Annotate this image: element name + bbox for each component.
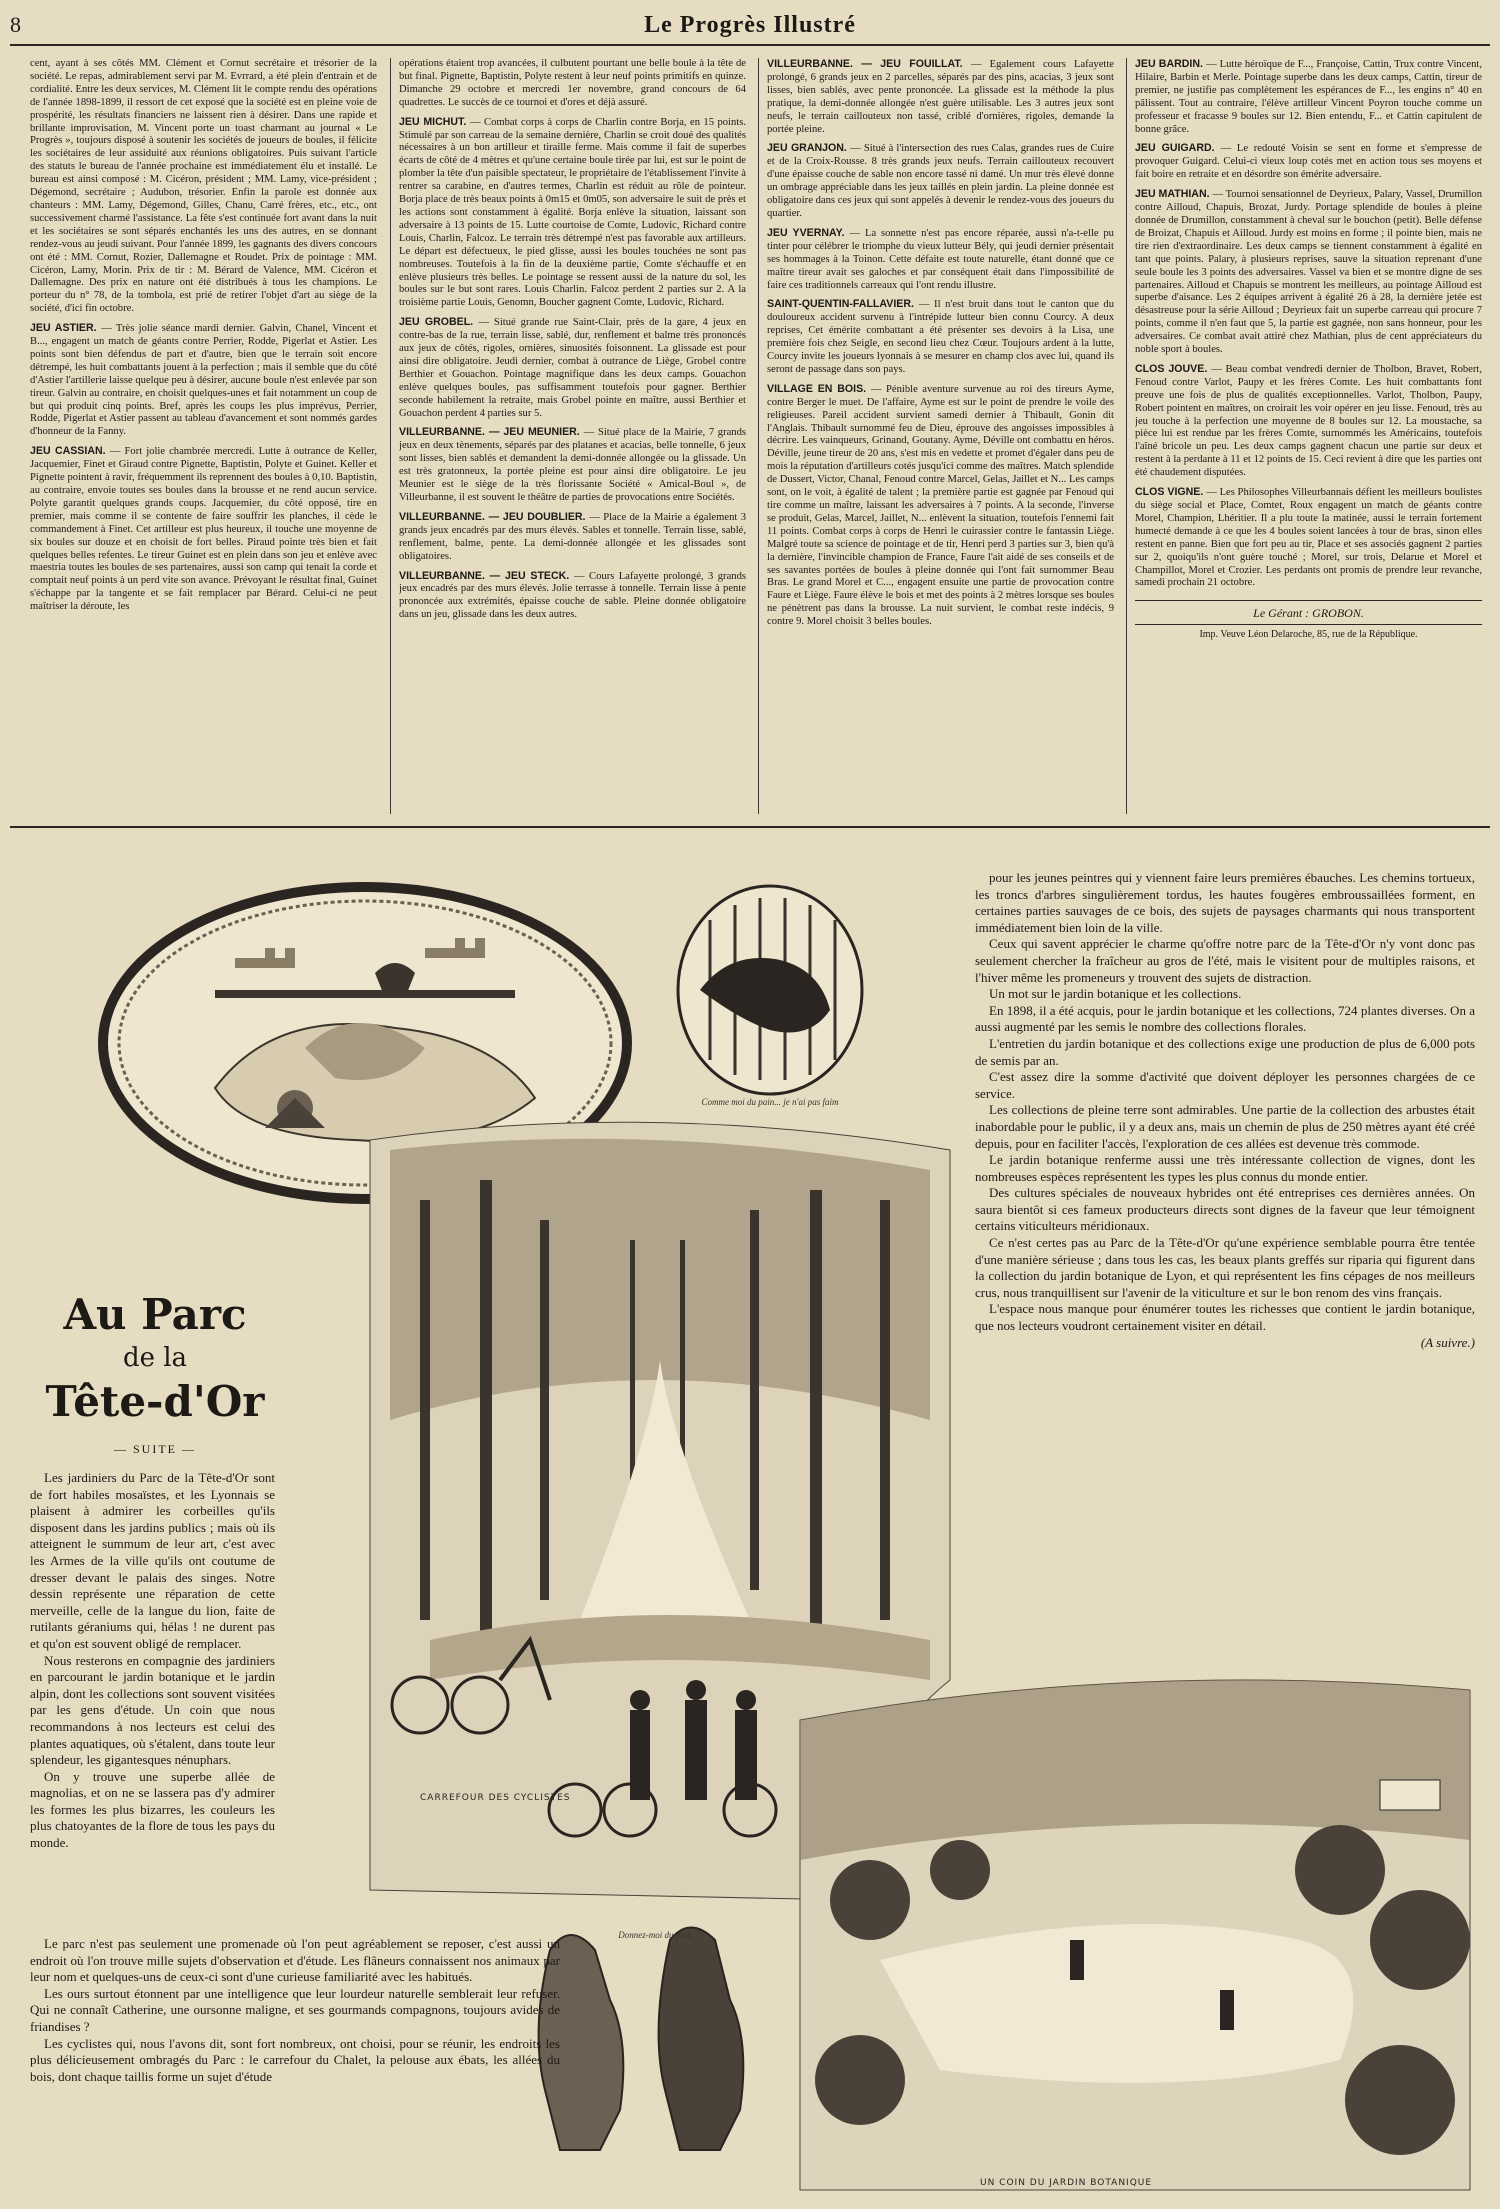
feature-paragraph: Nous resterons en compagnie des jardiniers en parcourant le jardin botanique et le jardin alpin, dont les collections sont souvent visitées par les gens d'étude. Un coin que nous recommandons à nos lecteurs est celui des plantes aquatiques, où s'étalent, dans toute leur splendeur, les gigantesques nénuphars.: [30, 1652, 275, 1768]
chronicle-article: [30, 445, 377, 614]
feature-paragraph: Ce n'est certes pas au Parc de la Tête-d'Or qu'une expérience semblable pourra être tentée d'une manière sérieuse ; dans tous les cas, les beaux plants greffés sur riparia qui figurent dans la collection du jardin botanique de Lyon, et qui représentent les fins cépages de nos meilleurs crus, nous tranquillisent sur l'avenir de la viticulture et sur le bon renom des vins français.: [975, 1235, 1475, 1300]
article-text: — Fort jolie chambrée mercredi. Lutte à outrance de Keller, Jacquemier, Finet et Giraud contre Pignette, Baptistin, Polyte et Guinet. Keller et Pignette pointent à ravir, fréquemment ils reprennent des boules à 0,10. Baptistin, au contraire, envoie toutes ses boules dans la brousse et ne rend aucun service. Polyte garantit quelques grands coups. Jacquemier, du côté opposé, tire en premier, mais comme il se contente de faire souffrir les planches, il cède le commandement à Finet. Cet artilleur est plus heureux, il touche une moyenne de six boules sur douze et en choisit de fort belles. Piraud pointe très bien et fait quelques belles refentes. Le tireur Guinet est en plein dans son jeu et enlève avec maestria toutes les boules de ses partenaires, aussi son camp qui tenait la corde et comptait neuf points à un perd vite son avance. Prévoyant le résultat final, Guinet s'échappe par la tangente et se fait remplacer par Bérard. Celui-ci ne peut maîtriser la déroute, les: [30, 446, 377, 613]
article-title: VILLEURBANNE. — JEU DOUBLIER.: [399, 510, 590, 523]
feature-title-block: [30, 1290, 280, 1457]
article-text: — Tournoi sensationnel de Deyrieux, Palary, Vassel, Drumillon contre Ailloud, Chapuis, Brozat, Jurdy. Portage splendide de boules à pleine donnée de Drumillon, constamment à cheval sur le bouchon (petit). Belle défense de Broizat, Chapuis et Ailloud. Jurdy est moins en forme ; il pointe bien, mais ne tire rien d'extraordinaire. Les deux camps se tiennent constamment à égalité en tant que points. Palary, à plusieurs reprises, sauve la situation reprenant d'une seule boule les 3 points des adversaires. Vassel va bien et se montre digne de ses partenaires. Ailloud et Chapuis se montrent les meilleurs, au pointage Ailloud est superbe d'aisance. Les 2 équipes arrivent à égalité 26 à 28, la dernière jetée est désastreuse pour la série Ailloud ; Deyrieux fait un superbe carreau qui procure 7 points, comme il n'en faut que 5, la partie est gagnée, non sans honneur, pour les adversaires. Ce combat avait attiré chez Mathian, plus de cent appréciateurs du noble sport à boules.: [1135, 189, 1482, 356]
column-4: [1135, 58, 1482, 814]
article-title: VILLAGE EN BOIS.: [767, 382, 871, 395]
gerant-signature: Le Gérant : GROBON.: [1135, 600, 1482, 620]
chronicle-article: [767, 142, 1114, 220]
feature-title-line1: Au Parc: [63, 1290, 247, 1339]
article-title: JEU GUIGARD.: [1135, 142, 1221, 155]
feature-paragraph: Les collections de pleine terre sont admirables. Une partie de la collection des arbustes était inabordable pour le public, il y a deux ans, mais un chemin de plus de 250 mètres ayant été créé depuis, pour en faciliter l'accès, l'exploration de ces allées est devenue très commode.: [975, 1102, 1475, 1151]
article-text: — Le redouté Voisin se sent en forme et s'empresse de provoquer Guigard. Celui-ci vieux loup cotés met en action tous ses moyens et fait boire en retraite et en désordre son émérite adversaire.: [1135, 143, 1482, 181]
feature-paragraph: L'espace nous manque pour énumérer toutes les richesses que contient le jardin botanique, que nos lecteurs voudront certainement visiter en détail.: [975, 1301, 1475, 1334]
chronicle-article: [767, 58, 1114, 136]
feature-paragraph: Les jardiniers du Parc de la Tête-d'Or sont de fort habiles mosaïstes, et les Lyonnais se plaisent à admirer les corbeilles qu'ils disposent dans les jardins publics ; mais où ils atteignent le summum de leur art, c'est avec les Armes de la ville qu'ils ont coutume de dresser devant le palais des singes. Notre dessin représente une réparation de cette merveille, celle de la langue du lion, faite de rutilants géraniums qui, hélas ! ne durent pas et qu'on est souvent obligé de remplacer.: [30, 1470, 275, 1651]
feature-paragraph: Les ours surtout étonnent par une intelligence que leur lourdeur naturelle semblerait leur refuser. Qui ne connaît Catherine, une oursonne maligne, et ses gourmands compagnons, toujours avides de friandises ?: [30, 1985, 560, 2034]
article-text: — Situé grande rue Saint-Clair, près de la gare, 4 jeux en contre-bas de la rue, terrain lisse, sablé, dur, renflement et balme très prononcés aux jeux de côtés, rigoles, ornières, sinuosités foisonnent. La glissade est pour ainsi dire obligatoire. Jeudi dernier, combat à outrance de Liège, Grobel contre Berthier et Gouachon. Pointage magnifique dans les deux camps. Gouachon enlève quelques boules, pas suffisamment toutefois pour gagner. Berthier seconde habilement la retraite, mais Grobel pointe en maître, aussi Berthier et Gouachon perdent 4 parties sur 5.: [399, 317, 746, 419]
article-text: — Beau combat vendredi dernier de Tholbon, Bravet, Robert, Fenoud contre Varlot, Paupy et les frères Comte. Les huit combattants font preuve une fois de plus de qualités exceptionnelles. Varlot, Tholbon, Paupy, Robert pointent en maîtres, on croirait les voir opérer en jeu lisse. Fenoud, très au jeu touche à la perfection une moyenne de 8 boules sur 12. La moustache, sa pièce lui est rendue par les frères Comte, surnommés les Américains, toutefois l'aîné bricole un peu. Les deux camps gagnent chacun une partie sur deux et restent à la perdante à 11 et 12 points de 15. Ceci revient à dire que les parties ont été chaudement disputées.: [1135, 363, 1482, 479]
feature-title-line3: Tête-d'Or: [45, 1377, 265, 1426]
feature-paragraph: Les cyclistes qui, nous l'avons dit, sont fort nombreux, ont choisi, pour se réunir, les endroits les plus délicieusement ombragés du Parc : le carrefour du Chalet, la pelouse aux ébats, les allées du bois, dont chaque taillis forme un sujet d'étude: [30, 2035, 560, 2084]
chronicle-article: [767, 298, 1114, 376]
chronicle-article: [399, 570, 746, 623]
jardin-botanique-illustration: [780, 1640, 1480, 2200]
column-2: [399, 58, 746, 814]
column-3: [767, 58, 1114, 814]
article-title: JEU MATHIAN.: [1135, 188, 1213, 201]
column-rule: [758, 58, 759, 814]
column-rule: [1126, 58, 1127, 814]
page-header: [10, 6, 1490, 46]
standing-bears-illustration: [530, 1920, 780, 2180]
feature-paragraph: L'entretien du jardin botanique et des collections exige une production de plus de 6,000 pots de semis par an.: [975, 1035, 1475, 1068]
article-text: — Situé place de la Mairie, 7 grands jeux en deux tènements, séparés par des platanes et acacias, belle tonnelle, 6 jeux sont lisses, bien sablés et demandent la demi-donnée allongée ou la glissade. Un est très gratonneux, la portée pleine est pour ainsi dire obligatoire. Le jeu Meunier est le siège de la très florissante Société « Amical-Boul », de Villeurbanne, il est souvent le théâtre de parties de provocations entre Sociétés.: [399, 427, 746, 503]
article-title: JEU GRANJON.: [767, 142, 851, 155]
article-text: opérations étaient trop avancées, il culbutent pourtant une belle boule à la tête de but final. Pignette, Baptistin, Polyte restent à leur neuf points primitifs en quinze. Dimanche 29 octobre et mercredi 1er novembre, grand concours de 64 quadrettes. Le succès de ce tournoi et d'ores et déjà assuré.: [399, 58, 746, 108]
printer-line: Imp. Veuve Léon Delaroche, 85, rue de la République.: [1135, 624, 1482, 642]
bear-cage-caption: Comme moi du pain... je n'ai pas faim: [701, 1097, 839, 1107]
chronicle-article: [1135, 58, 1482, 136]
article-title: JEU YVERNAY.: [767, 226, 850, 239]
chronicle-article: [1135, 142, 1482, 182]
article-title: SAINT-QUENTIN-FALLAVIER.: [767, 298, 919, 311]
chronicle-article: [30, 322, 377, 439]
chronicle-article: [767, 383, 1114, 629]
a-suivre: (A suivre.): [1420, 1334, 1475, 1350]
article-title: JEU CASSIAN.: [30, 445, 110, 458]
caged-bear-illustration: [670, 880, 870, 1120]
article-title: VILLEURBANNE. — JEU MEUNIER.: [399, 426, 584, 439]
feature-paragraph: Ceux qui savent apprécier le charme qu'offre notre parc de la Tête-d'Or n'y vont donc pas seulement chercher la fraîcheur au gros de l'été, mais le visitent pour de multiples raisons, et l'hiver même les promeneurs y trouvent des sujets de distraction.: [975, 936, 1475, 985]
column-4-articles: [1135, 58, 1482, 590]
page-number: 8: [10, 12, 21, 37]
chronicle-article: [399, 116, 746, 311]
chronicle-article: [767, 227, 1114, 293]
jardin-caption: UN COIN DU JARDIN BOTANIQUE: [980, 2178, 1153, 2188]
feature-right-paragraphs: [975, 870, 1475, 1335]
bears-caption: Donnez-moi du pain: [618, 1930, 692, 1940]
article-text: — Situé à l'intersection des rues Calas, grandes rues de Cuire et de la Croix-Rousse. 8 très grands jeux neufs. Terrain caillouteux recouvert d'une épaisse couche de sable non encore tassé ni damé. Un mur très élevé donne un ombrage appréciable dans les jeux taillés en plein jardin. La pleine donnée est obligatoire dans ces jeux qui sont appelés à devenir le rendez-vous des joueurs du quartier.: [767, 143, 1114, 219]
masthead: Le Progrès Illustré: [644, 12, 856, 38]
column-1: [30, 58, 377, 814]
feature-paragraph: On y trouve une superbe allée de magnolias, et on ne se lassera pas d'y admirer les formes les plus bizarres, les couleurs les plus chatoyantes de la flore de tous les pays du monde.: [30, 1768, 275, 1851]
article-title: JEU GROBEL.: [399, 316, 479, 329]
chronicle-article: [30, 58, 377, 316]
article-text: — Lutte héroïque de F..., Françoise, Cattin, Trux contre Vincent, Hilaire, Barbin et Merle. Pointage superbe dans les deux camps, Cattin, tireur de premier, ne justifie pas complètement les espérances de F..., les engins n° 40 en pâlissent. Tout au contraire, l'élève artilleur Vincent Poyron touche comme un professeur et fracasse 9 boules sur 12. Bien entendu, F... et Cattin capitulent de bonne grâce.: [1135, 59, 1482, 135]
feature-right-column: [975, 870, 1475, 1351]
article-title: CLOS JOUVE.: [1135, 362, 1212, 375]
feature-title-line2: de la: [122, 1343, 188, 1373]
article-title: VILLEURBANNE. — JEU FOUILLAT.: [767, 58, 971, 70]
chronicle-article: [1135, 486, 1482, 590]
feature-paragraph: C'est assez dire la somme d'activité que doivent déployer les personnes chargées de ce service.: [975, 1069, 1475, 1101]
article-text: — Cours Lafayette prolongé, 3 grands jeux encadrés par des murs élevés. Jolie terrasse à tonnelle. Terrain lisse à pente prononcée aux extrémités, épaisse couche de sable. Pleine donnée obligatoire dans un jeu, glissade dans les deux autres.: [399, 570, 746, 621]
article-text: — Très jolie séance mardi dernier. Galvin, Chanel, Vincent et B..., engagent un match de géants contre Perrier, Rodde, Pigerlat et Astier. Les points sont bien défendus de part et d'autre, bien que le terrain soit encore détrempé, les huit combattants jouent à la perfection ; mais il semble que du côté d'Astier l'artillerie laisse quelque peu à désirer, aucune boule n'est enlevée par son tireur. Galvin au contraire, en choisit quelques-unes et fait notamment un coup de but qui produit cinq points. Bref, après les coups les plus imprévus, Perrier, Rodde, Pigerlat et Astier passent au tableau d'avancement et sont nommés gardes d'honneur de la Fanny.: [30, 323, 377, 438]
section-divider: [10, 826, 1490, 828]
feature-left-column: [30, 1470, 275, 1852]
article-text: — Il n'est bruit dans tout le canton que du douloureux accident survenu à l'intrépide lutteur bien connu Courcy. A deux reprises, Cet émérite combattant a été présenter ses devoirs à la Lisa, une première fois chez Seigle, en second lieu chez Cœur. Toujours ardent à la lutte, Courcy invite les joueurs lyonnais à se mesurer en champ clos avec lui, quand ils seront de passage dans son pays.: [767, 299, 1114, 375]
article-title: JEU MICHUT.: [399, 115, 471, 128]
feature-paragraph: pour les jeunes peintres qui y viennent faire leurs premières ébauches. Les chemins tortueux, les troncs d'arbres singulièrement tordus, les hautes fougères embroussaillées forment, en certaines parties sauvages de ce bois, des sujets de paysages charmants qui nous transportent immédiatement bien loin de la ville.: [975, 870, 1475, 935]
feature-paragraph: Des cultures spéciales de nouveaux hybrides ont été entreprises ces dernières années. On saura bientôt si ces fameux producteurs directs sont dignes de la faveur que leur témoignent certains viticulteurs méridionaux.: [975, 1185, 1475, 1234]
article-text: — La sonnette n'est pas encore réparée, aussi n'a-t-elle pu tinter pour célébrer le triomphe du vieux lutteur Bély, qui jeudi dernier présentait ses hommages à la Toinon. Cette défaite est toute naturelle, étant donné que ce maître tireur avait ses galoches et par conséquent était dans l'impossibilité de faire ces traditionnels carreaux qui l'ont rendu illustre.: [767, 227, 1114, 291]
column-rule: [390, 58, 391, 814]
article-title: JEU BARDIN.: [1135, 58, 1207, 70]
feature-paragraph: En 1898, il a été acquis, pour le jardin botanique et les collections, 724 plantes diverses. On a aussi augmenté par les semis le nombre des collections florales.: [975, 1002, 1475, 1035]
chronicle-article: [399, 511, 746, 564]
feature-paragraph: Le parc n'est pas seulement une promenade où l'on peut agréablement se reposer, c'est aussi un endroit où l'on trouve mille sujets d'observation et d'étude. Les flâneurs connaissent nos animaux par leur nom et quelques-uns de ceux-ci sont d'une curieuse familiarité avec les habitués.: [30, 1936, 560, 1985]
article-text: — Place de la Mairie a également 3 grands jeux encadrés par des murs élevés. Sables et tonnelle. Terrain lisse, sablé, renflement, balme, pente. La demi-donnée allongée et les glissades sont obligatoires.: [399, 511, 746, 562]
article-text: — Les Philosophes Villeurbannais défient les meilleurs boulistes du siège social et Place, Comtet, Roux engagent un match de géants contre Morel, Champion, Lhéritier. Il a plu toute la matinée, aussi le terrain fortement humecté demande à ce que les 4 boules soient lancées à tour de bras, sinon elles restent en panne. Bien que fort peu au tir, Place et ses associés gagnent 2 parties sur 2, quoiqu'ils n'ont guère touché ; Morel, sur trois, Delarue et Morel et Champillot, Morel et Crozier. Les perdants ont promis de prendre leur revanche, samedi prochain 21 octobre.: [1135, 487, 1482, 589]
article-text: — Combat corps à corps de Charlin contre Borja, en 15 points. Stimulé par son carreau de la semaine dernière, Charlin se croit doué des qualités nécessaires à un bon artilleur et tiraille ferme. Mais comme il fait de superbes écarts de côté de 4 mètres et qu'une certaine boule tirée par lui, est sur le point de plomber la tête d'un paisible spectateur, le propriétaire de l'établissement l'invite à rentrer sa carabine, en d'autres termes, Charlin est réduit au rôle de pointeur. Borja place de très beaux points à 0m15 et 0m05, son adversaire le suit de près et les actions sont constamment à égalité. Borja enlève la situation, laissant son adversaire à 13 points de 15. Lutte courtoise de Comte, Ludovic, Richard contre Louis, Charlin, Falcoz. Le terrain très détrempé n'est pas favorable aux artilleurs. Le départ est défectueux, le pied glisse, aussi les boules touchées ne sont pas nombreuses. Toutefois à la fin de la deuxième partie, Comte s'échauffe et en enlève plusieurs très belles. Le pointage se ressent aussi de la nature du sol, les boules sur le but sont rares. Louis Charlin. Falcoz perdent 2 parties sur 2. A la troisième partie Louis, Genomn, Boucher gagnent Comte, Ludovic, Richard.: [399, 116, 746, 309]
article-text: — Egalement cours Lafayette prolongé, 6 grands jeux en 2 parcelles, séparés par des pins, acacias, 3 jeux sont lisses, bien sablés, avec pente prononcée. La glissade est la méthode la plus pratique, la demi-donnée allongée n'est guère utilisable. Les 3 autres jeux sont neufs, le terrain caillouteux non tassé, criblé d'ornières, rigoles, demande la portée pleine.: [767, 59, 1114, 135]
feature-paragraph: Un mot sur le jardin botanique et les collections.: [989, 986, 1242, 1002]
article-title: VILLEURBANNE. — JEU STECK.: [399, 569, 574, 582]
article-text: — Pénible aventure survenue au roi des tireurs Ayme, contre Berger le muet. De l'affaire, Ayme est sur le point de prendre le voile des religieuses. Pareil accident survient samedi dernier à Thibault, Gonin dit l'Anglais. Thibault surnommé feu de Dieu, éprouve des angoisses impossibles à décrire. Les vainqueurs, Grinand, Goutany. Ayme, Déville ont combattu en héros. Déville, jeune tireur de 20 ans, s'est mis en vedette et promet d'égaler dans peu de mois la réputation d'artilleurs cotés jusqu'ici comme des maîtres. Match splendide de Dussert, Victor, Chanal, Fenoud contre Marcel, Gelas, Jaillet et N... Les camps sont, on le voit, à égalité de talent ; la première partie est gagnée par Fenoud qui tire comme un maître, laissant les adversaires à 7 points. A la seconde, l'inverse se produit, Gelas, Marcel, Jaillet, N... enlèvent la situation, toutefois l'ennemi fait 11 points. Combat corps à corps de Henri le cuirassier contre le fantassin Liège. Malgré toute sa science de pointage et de tir, Henri perd 3 parties sur 3, bien qu'à la dernière, l'invincible champion de France, Faure l'ait aidé de ses conseils et de ses savantes portées de boules à pleine donnée qui l'ont fait surnommer Beau Bras. Le grand Morel et C..., engagent ensuite une partie de provocation contre Faure et Liège. Faure élève le bois et met des points à 2 mètres lorsque ses boules ne pénètrent pas dans la brousse. La nuit survient, le combat reste indécis, 9 contre 9. Morel choisit 3 belles boules.: [767, 383, 1114, 628]
chronicle-article: [1135, 363, 1482, 480]
chronicle-article: [1135, 188, 1482, 357]
article-title: JEU ASTIER.: [30, 322, 102, 335]
article-text: cent, ayant à ses côtés MM. Clément et Cornut secrétaire et trésorier de la société. Le repas, admirablement servi par M. Evrrard, a été plein d'entrain et de cordialité. Entre les deux services, M. Clément lit le compte rendu des opérations de l'année 1898-1899, il ressort de cet exposé que la société est en pleine voie de prospérité, les résultats financiers ne laissent rien à désirer. Dans une rapide et brillante improvisation, M. Vincent porte un toast charmant au journal « Le Progrès », toujours disposé à soutenir les sociétés de joueurs de boules, il félicite les sociétaires de leur assiduité aux réunions obligatoires. Puis suivant l'article des statuts le bureau de l'année prochaine est immédiatement élu et installé. Le bureau est ainsi composé : M. Cicéron, président ; MM. Lamy, vice-président ; Dégemond, secrétaire ; Audubon, trésorier. Enfin la parole est donnée aux chanteurs : MM. Lamy, Dégemond, Gilles, Chanu, Carré frères, etc., etc., ont successivement charmé l'assistance. La fête s'est continuée fort avant dans la nuit et les sociétaires se sont séparés enchantés les uns des autres, en se donnant rendez-vous au jeudi suivant. Pour l'année 1899, les gagnants des divers concours ont été : MM. Cornut, Rozier, Dallemagne et Roudet. Prix de pointage : MM. Cicéron, Lamy, Morin. Prix de tir : M. Bérard de Valence, MM. Cicéron et Dallemagne. Des prix en nature ont été distribués à tous les champions. Le porteur du n° 78, de la tombola, est prié de retirer l'objet d'art au siège de la société, d'ici fin octobre.: [30, 58, 377, 315]
feature-suite-label: — SUITE —: [114, 1442, 196, 1456]
feature-paragraph: Le jardin botanique renferme aussi une très intéressante collection de vignes, dont les nombreuses espèces représentent les types les plus connus du monde entier.: [975, 1152, 1475, 1184]
article-title: CLOS VIGNE.: [1135, 486, 1207, 499]
cyclistes-caption: CARREFOUR DES CYCLISTES: [420, 1793, 571, 1803]
chronicle-columns: [30, 58, 1490, 814]
feature-bottom-text: [30, 1936, 560, 2085]
chronicle-article: [399, 316, 746, 420]
chronicle-article: [399, 426, 746, 504]
chronicle-article: [399, 58, 746, 110]
